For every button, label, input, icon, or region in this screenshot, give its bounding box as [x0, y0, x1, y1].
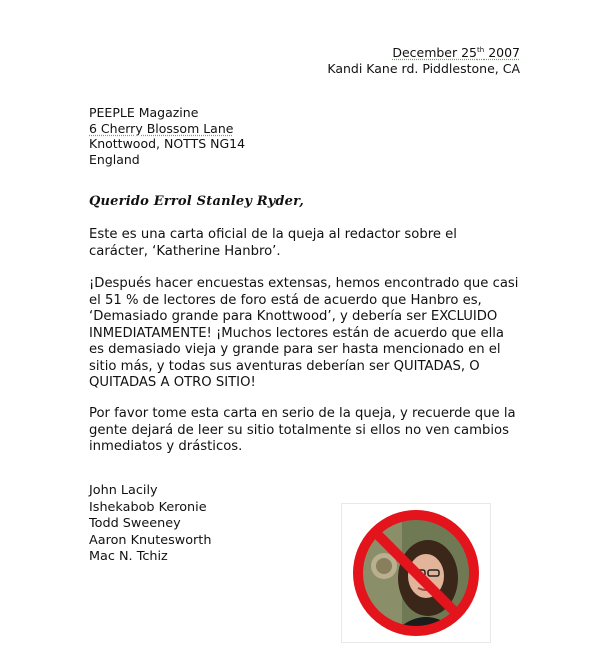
signature-name: Aaron Knutesworth	[89, 532, 212, 548]
prohibition-sign-icon	[342, 504, 490, 642]
recipient-line: 6 Cherry Blossom Lane	[89, 120, 234, 136]
signature-list	[89, 483, 211, 566]
signature-name: John Lacily	[89, 483, 158, 498]
recipient-address	[89, 105, 245, 167]
sender-block	[327, 45, 520, 77]
signature-name: Mac N. Tchiz	[89, 549, 168, 564]
recipient-line: PEEPLE Magazine	[89, 105, 199, 120]
recipient-line: England	[89, 151, 140, 167]
signature-name: Todd Sweeney	[89, 516, 181, 531]
body-paragraph: Por favor tome esta carta en serio de la queja, y recuerde que la gente dejará de leer su sitio totalmente si ellos no ven cambios inmediatos y drásticos.	[89, 406, 516, 454]
recipient-line: Knottwood, NOTTS NG14	[89, 136, 246, 151]
body-paragraph: Este es una carta oficial de la queja al redactor sobre el carácter, ‘Katherine Hanbro’.	[89, 227, 457, 259]
signature-name: Ishekabob Keronie	[89, 499, 207, 515]
body-paragraph: ¡Después hacer encuestas extensas, hemos encontrado que casi el 51 % de lectores de foro está de acuerdo que Hanbro es, ‘Demasiado grande para Knottwood’, y debería ser EXCLUIDO INMEDIATAMENTE! ¡Muchos lectores están de acuerdo que ella es demasiado vieja y grande para ser hasta mencionado en el sitio más, y todas sus aventuras deberían ser QUITADAS, O QUITADAS A OTRO SITIO!	[89, 276, 519, 390]
prohibited-photo	[341, 503, 491, 643]
salutation: Querido Errol Stanley Ryder,	[89, 194, 304, 209]
letter-date: December 25th 2007	[392, 45, 520, 60]
sender-address: Kandi Kane rd. Piddlestone, CA	[327, 61, 520, 76]
